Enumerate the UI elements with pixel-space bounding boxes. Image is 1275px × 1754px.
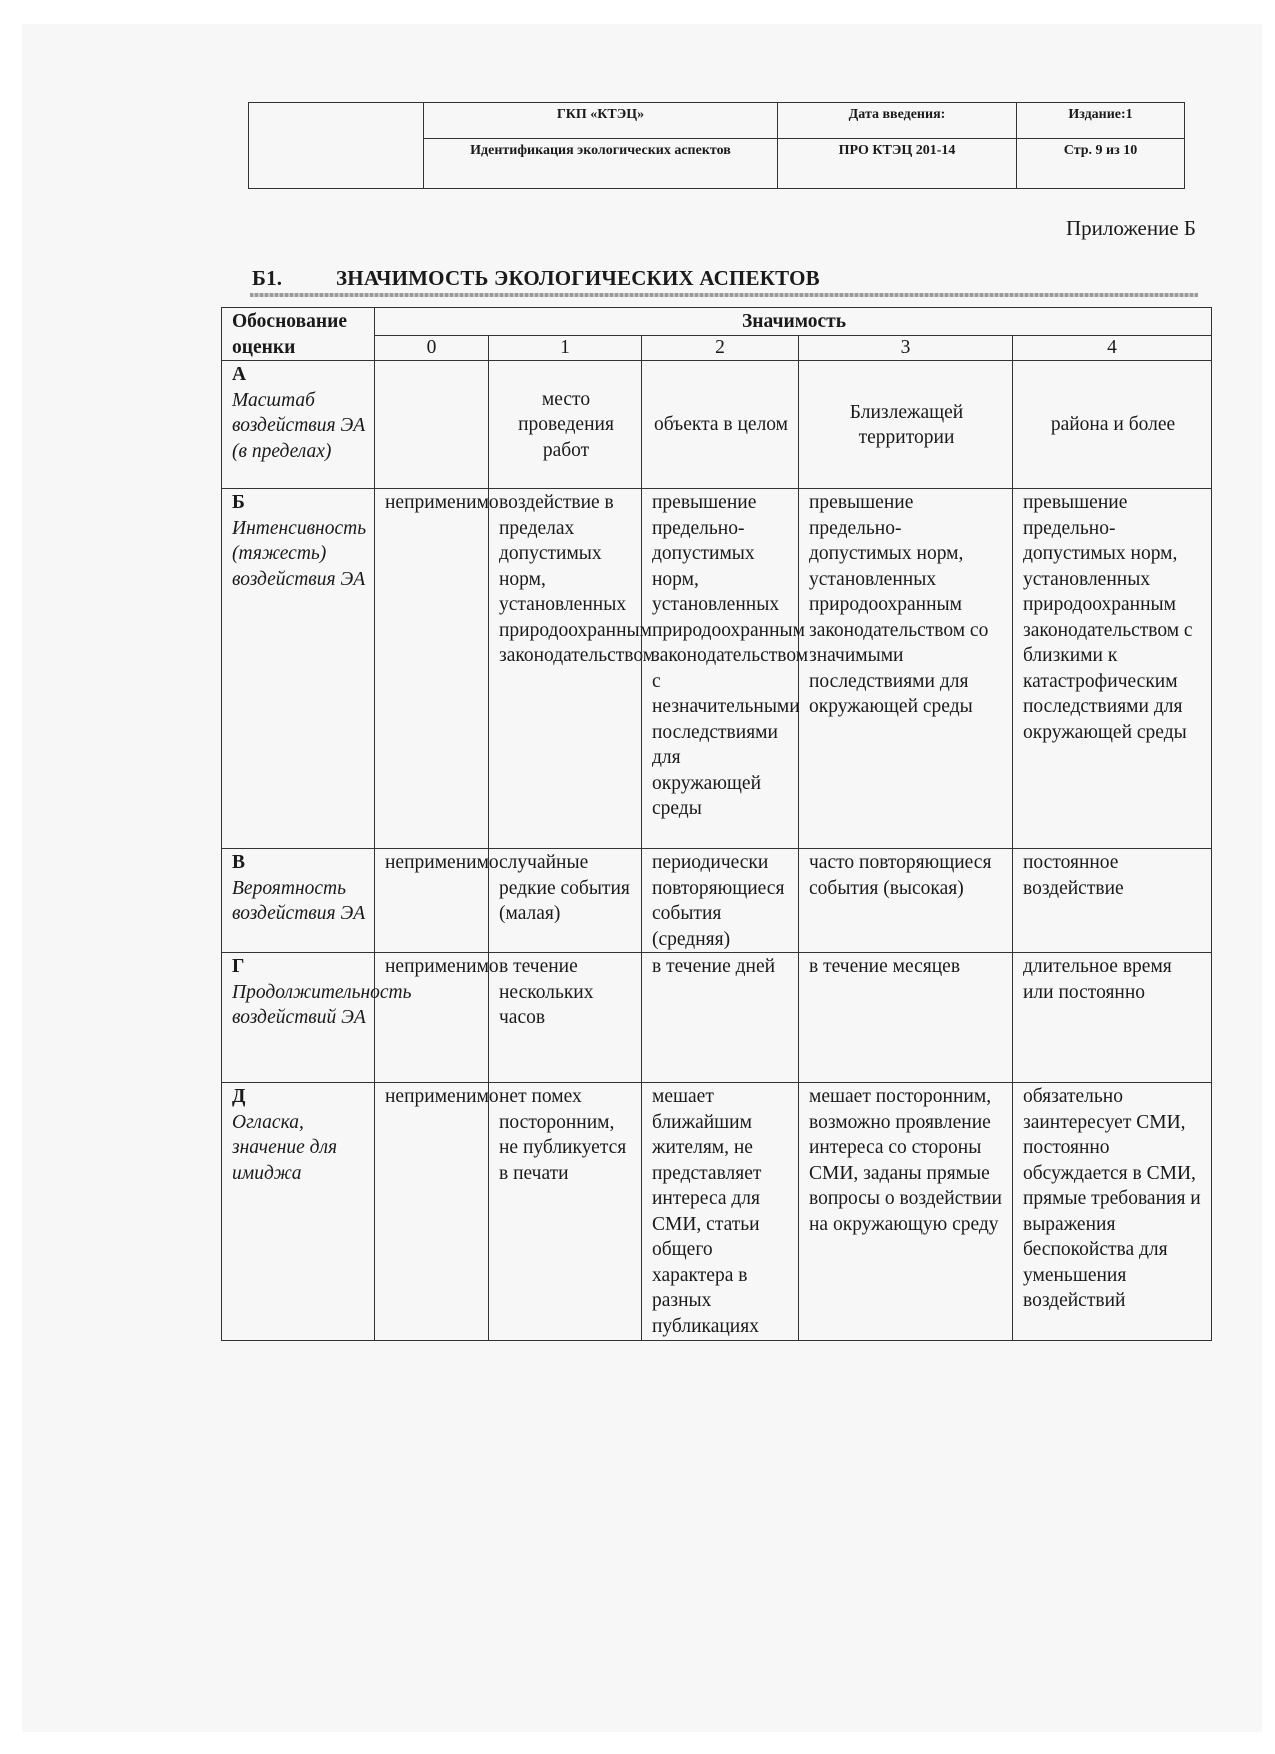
level-4: 4	[1013, 335, 1212, 360]
section-number: Б1.	[252, 266, 283, 290]
table-cell: неприменимо	[375, 1083, 489, 1341]
table-cell: периодически повторяющиеся события (средняя)	[642, 849, 799, 953]
edition: Издание:1	[1017, 103, 1185, 139]
criterion-header: Обоснование оценки	[222, 308, 375, 361]
criterion-cell	[222, 849, 375, 953]
level-1: 1	[489, 335, 642, 360]
table-cell: в течение дней	[642, 953, 799, 1083]
criterion-name: Интенсивность (тяжесть) воздействия ЭА	[232, 517, 367, 590]
table-cell: в течение месяцев	[799, 953, 1013, 1083]
criterion-letter: Д	[232, 1086, 246, 1107]
org-name: ГКП «КТЭЦ»	[424, 103, 778, 139]
criterion-name: Продолжительность воздействий ЭА	[232, 981, 412, 1028]
table-cell: объекта в целом	[642, 361, 799, 489]
table-row	[222, 1083, 1212, 1341]
criterion-cell	[222, 489, 375, 849]
table-cell: превышение предельно-допустимых норм, установленных природоохранным законодательством со значимыми последствиями для окружающей среды	[799, 489, 1013, 849]
table-cell: мешает ближайшим жителям, не представляет интереса для СМИ, статьи общего характера в разных публикациях	[642, 1083, 799, 1341]
criterion-name: Огласка, значение для имиджа	[232, 1111, 338, 1184]
table-cell: место проведения работ	[489, 361, 642, 489]
table-cell: района и более	[1013, 361, 1212, 489]
table-cell: длительное время или постоянно	[1013, 953, 1212, 1083]
table-cell: обязательно заинтересует СМИ, постоянно обсуждается в СМИ, прямые требования и выражения беспокойства для уменьшения воздействий	[1013, 1083, 1212, 1341]
doc-code: ПРО КТЭЦ 201-14	[778, 139, 1017, 189]
section-heading	[252, 266, 820, 291]
criterion-letter: Б	[232, 492, 245, 513]
table-cell: случайные редкие события (малая)	[489, 849, 642, 953]
criterion-name: Масштаб воздействия ЭА (в пределах)	[232, 389, 366, 462]
criterion-name: Вероятность воздействия ЭА	[232, 877, 366, 924]
logo-cell	[249, 103, 424, 189]
criterion-cell	[222, 1083, 375, 1341]
table-cell: превышение предельно-допустимых норм, установленных природоохранным законодательством с незначительными последствиями для окружающей среды	[642, 489, 799, 849]
date-label: Дата введения:	[778, 103, 1017, 139]
table-row	[222, 361, 1212, 489]
table-cell: превышение предельно-допустимых норм, установленных природоохранным законодательством с близкими к катастрофическим последствиями для окружающей среды	[1013, 489, 1212, 849]
table-row	[222, 849, 1212, 953]
table-cell: в течение нескольких часов	[489, 953, 642, 1083]
table-row	[222, 953, 1212, 1083]
document-header	[248, 102, 1185, 189]
table-cell: неприменимо	[375, 953, 489, 1083]
heading-rule	[250, 293, 1198, 297]
page-number: Стр. 9 из 10	[1017, 139, 1185, 189]
table-cell: часто повторяющиеся события (высокая)	[799, 849, 1013, 953]
appendix-label: Приложение Б	[1065, 216, 1196, 240]
table-row	[222, 489, 1212, 849]
table-cell: Близлежащей территории	[799, 361, 1013, 489]
table-cell: мешает посторонним, возможно проявление интереса со стороны СМИ, заданы прямые вопросы о воздействии на окружающую среду	[799, 1083, 1013, 1341]
criterion-cell	[222, 361, 375, 489]
level-0: 0	[375, 335, 489, 360]
level-2: 2	[642, 335, 799, 360]
table-cell: неприменимо	[375, 489, 489, 849]
doc-title: Идентификация экологических аспектов	[424, 139, 778, 189]
table-cell: нет помех посторонним, не публикуется в печати	[489, 1083, 642, 1341]
table-cell: неприменимо	[375, 849, 489, 953]
criterion-letter: А	[232, 364, 247, 385]
criterion-letter: В	[232, 852, 246, 873]
table-cell: воздействие в пределах допустимых норм, установленных природоохранным законодательством	[489, 489, 642, 849]
table-cell: постоянное воздействие	[1013, 849, 1212, 953]
table-cell	[375, 361, 489, 489]
criterion-letter: Г	[232, 956, 245, 977]
significance-table	[221, 307, 1212, 1341]
section-title: ЗНАЧИМОСТЬ ЭКОЛОГИЧЕСКИХ АСПЕКТОВ	[336, 266, 820, 290]
level-3: 3	[799, 335, 1013, 360]
significance-header: Значимость	[375, 308, 1212, 336]
criterion-cell	[222, 953, 412, 1083]
